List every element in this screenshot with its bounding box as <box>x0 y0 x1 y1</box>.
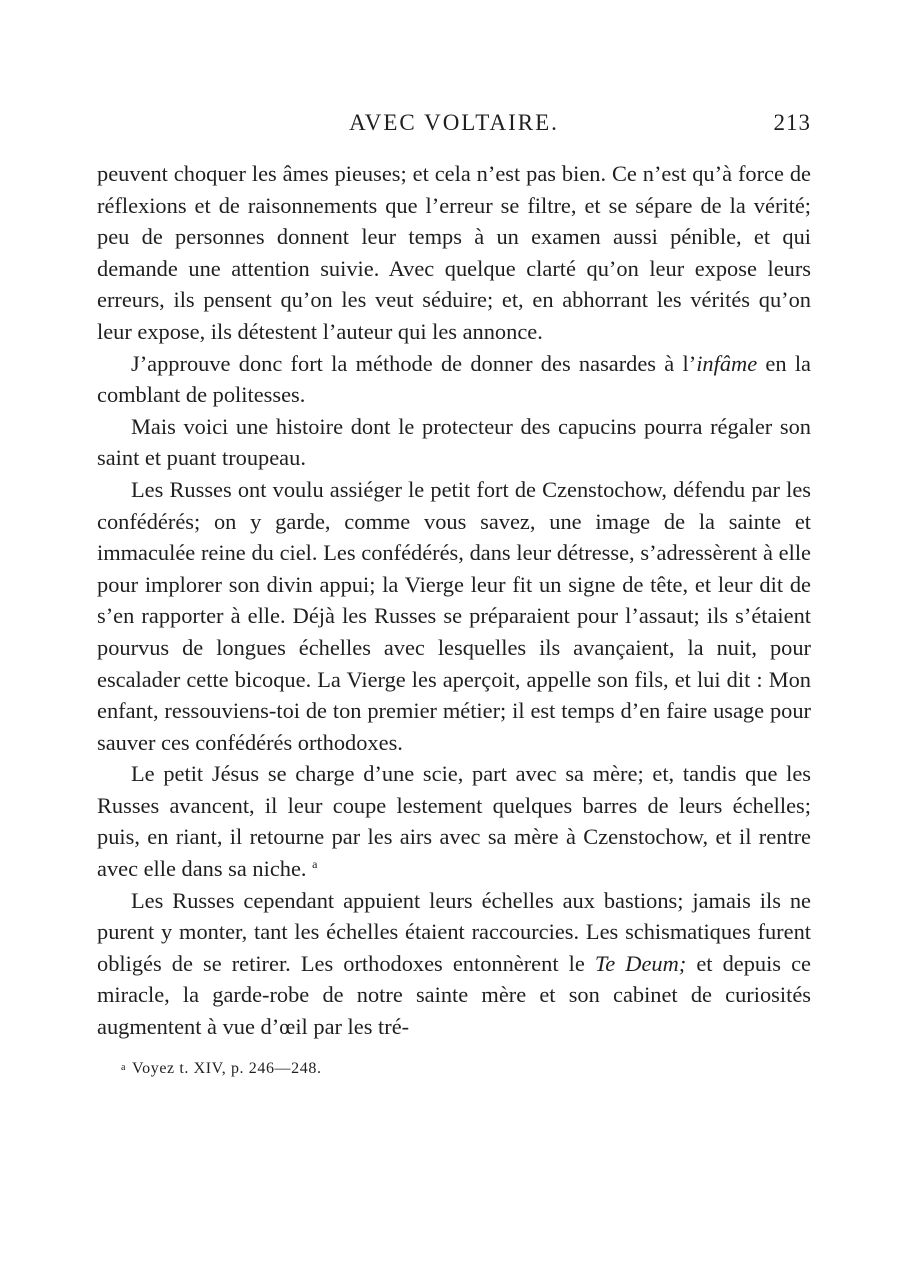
book-page <box>97 110 811 1080</box>
paragraph-3-text: Mais voici une histoire dont le protecteur des capucins pourra régaler son saint et puant troupeau. <box>97 413 811 471</box>
paragraph-2 <box>97 348 811 411</box>
running-head <box>97 110 811 140</box>
paragraph-6-italic: Te Deum; <box>594 950 687 976</box>
paragraph-1-text: peuvent choquer les âmes pieuses; et cela n’est pas bien. Ce n’est qu’à force de réflexions et de raisonnements que l’erreur se filtre, et se sépare de la vérité; peu de personnes donnent leur temps à un examen aussi pénible, et qui demande une attention suivie. Avec quelque clarté qu’on leur expose leurs erreurs, ils pensent qu’on les veut séduire; et, en abhorrant les vérités qu’on leur expose, ils détestent l’auteur qui les annonce. <box>97 161 811 344</box>
paragraph-4 <box>97 474 811 758</box>
footnote-mark: a <box>121 1061 127 1073</box>
footnote-reference[interactable]: a <box>312 857 318 872</box>
paragraph-3 <box>97 411 811 474</box>
paragraph-6 <box>97 885 811 1043</box>
page-number: 213 <box>773 110 811 135</box>
footnote-text: Voyez t. XIV, p. 246—248. <box>132 1059 322 1077</box>
paragraph-5 <box>97 758 811 884</box>
paragraph-2-text-after: en la comblant de politesses. <box>97 350 811 408</box>
paragraph-2-text-before: J’approuve donc fort la méthode de donner des nasardes à l’ <box>131 350 697 376</box>
paragraph-5-text: Le petit Jésus se charge d’une scie, part avec sa mère; et, tandis que les Russes avancent, il leur coupe lestement quelques barres de leurs échelles; puis, en riant, il retourne par les airs avec sa mère à Czenstochow, et il rentre avec elle dans sa niche. <box>97 761 811 882</box>
body-text <box>97 158 811 1043</box>
paragraph-6-text-before: Les Russes cependant appuient leurs échelles aux bastions; jamais ils ne purent y monter, tant les échelles étaient raccourcies. Les schismatiques furent obligés de se retirer. Les orthodoxes entonnèrent le <box>97 887 811 976</box>
footnote <box>97 1057 811 1080</box>
paragraph-2-italic: infâme <box>696 350 758 376</box>
paragraph-6-text-after: et depuis ce miracle, la garde-robe de notre sainte mère et son cabinet de curiosités augmentent à vue d’œil par les tré- <box>97 950 811 1040</box>
paragraph-4-text: Les Russes ont voulu assiéger le petit fort de Czenstochow, défendu par les confédérés; on y garde, comme vous savez, une image de la sainte et immaculée reine du ciel. Les confédérés, dans leur détresse, s’adressèrent à elle pour implorer son divin appui; la Vierge leur fit un signe de tête, et leur dit de s’en rapporter à elle. Déjà les Russes se préparaient pour l’assaut; ils s’étaient pourvus de longues échelles avec lesquelles ils avançaient, la nuit, pour escalader cette bicoque. La Vierge les aperçoit, appelle son fils, et lui dit : Mon enfant, ressouviens-toi de ton premier métier; il est temps d’en faire usage pour sauver ces confédérés orthodoxes. <box>97 476 811 755</box>
running-head-title: AVEC VOLTAIRE. <box>349 110 559 135</box>
paragraph-1 <box>97 158 811 348</box>
